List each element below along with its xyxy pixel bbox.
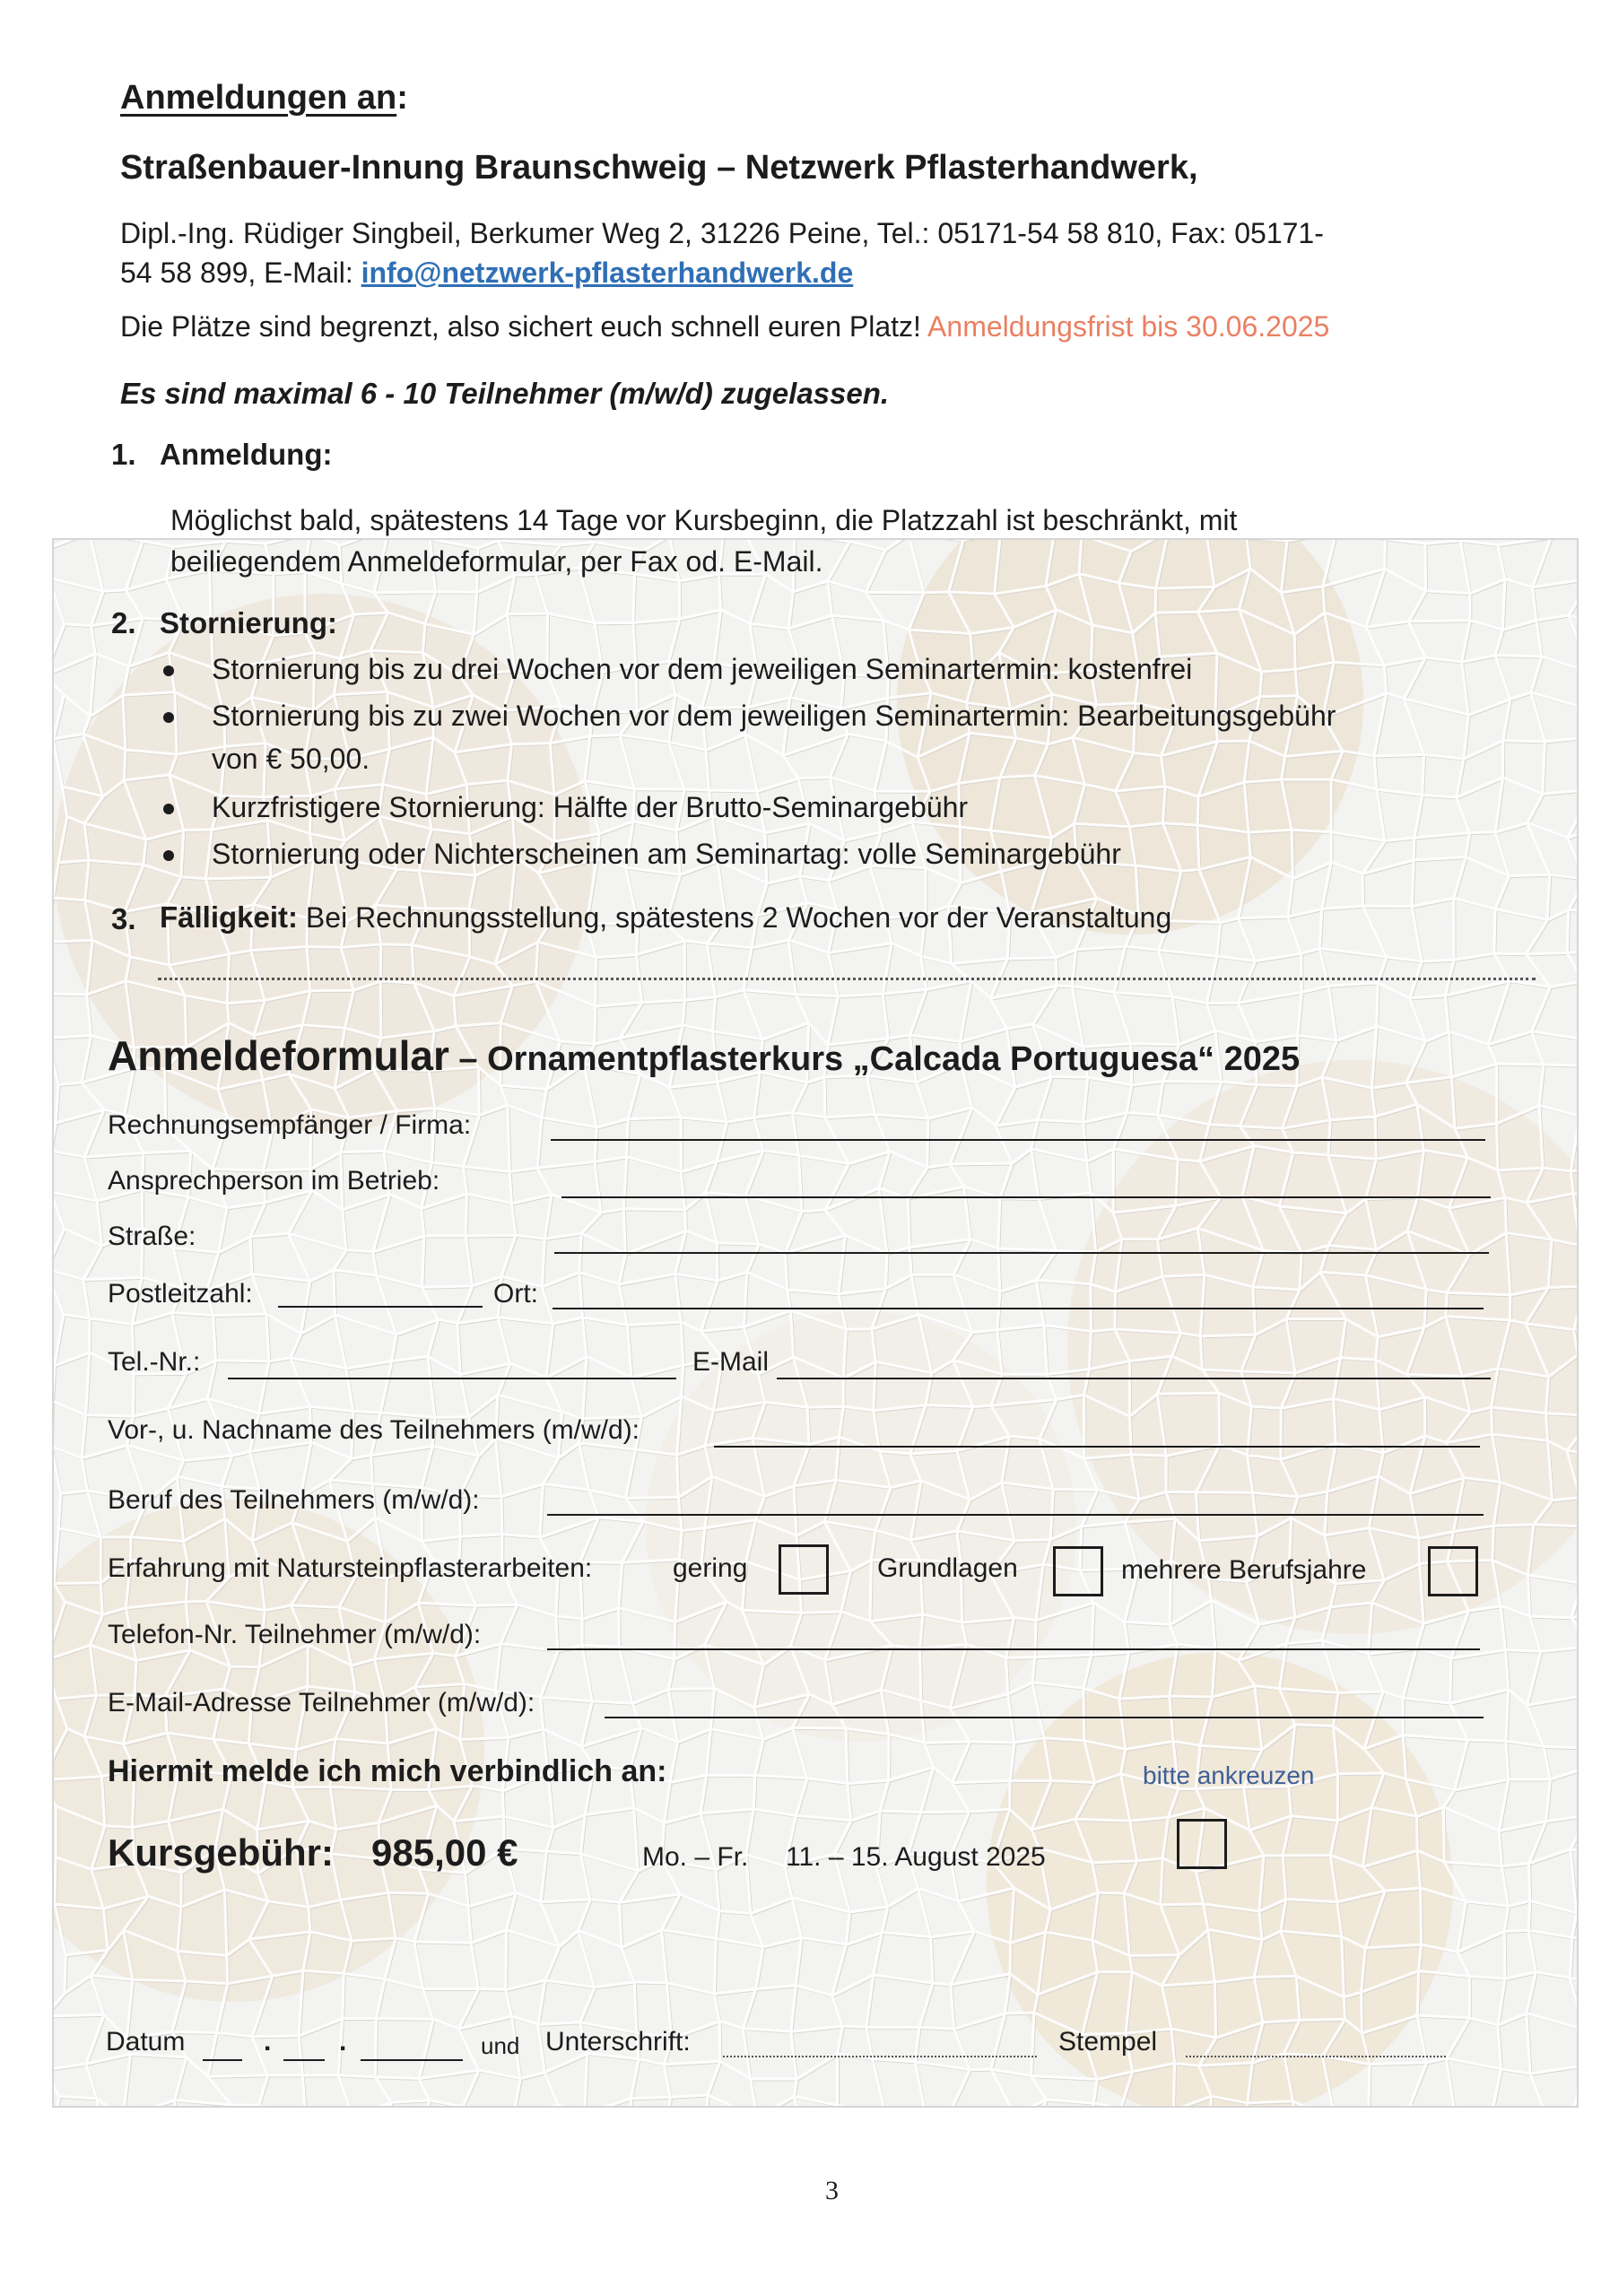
participant-name-field[interactable] — [714, 1446, 1480, 1448]
address-line-1: Dipl.-Ing. Rüdiger Singbeil, Berkumer Weg 2, 31226 Peine, Tel.: 05171-54 58 810, Fax: 05171- — [120, 217, 1324, 249]
email-link[interactable]: info@netzwerk-pflasterhandwerk.de — [361, 257, 854, 289]
date-separator-1: . — [264, 2027, 272, 2057]
street-field[interactable] — [554, 1252, 1489, 1254]
participant-phone-field[interactable] — [547, 1648, 1480, 1650]
label-street: Straße: — [108, 1222, 196, 1251]
places-notice — [120, 310, 1329, 344]
label-participant-name: Vor-, u. Nachname des Teilnehmers (m/w/d): — [108, 1415, 640, 1445]
label-phone: Tel.-Nr.: — [108, 1347, 201, 1377]
deadline-text: Anmeldungsfrist bis 30.06.2025 — [927, 310, 1330, 343]
date-separator-2: . — [339, 2027, 347, 2057]
section-2-title: Stornierung: — [160, 606, 337, 639]
page-number: 3 — [825, 2176, 839, 2205]
postal-code-field[interactable] — [278, 1306, 483, 1308]
label-stamp: Stempel — [1058, 2027, 1158, 2057]
label-option-gering: gering — [673, 1553, 748, 1583]
address-line-2 — [120, 253, 1324, 292]
stamp-field[interactable] — [1186, 2056, 1446, 2057]
section-3-number: 3. — [111, 902, 136, 935]
date-month-field[interactable] — [283, 2059, 325, 2061]
address-line-2-prefix: 54 58 899, E-Mail: — [120, 257, 361, 289]
label-participant-email: E-Mail-Adresse Teilnehmer (m/w/d): — [108, 1688, 535, 1718]
label-contact-person: Ansprechperson im Betrieb: — [108, 1166, 440, 1196]
cancellation-item-3: Kurzfristigere Stornierung: Hälfte der Brutto-Seminargebühr — [212, 791, 969, 823]
form-title-course: Ornamentpflasterkurs „Calcada Portuguesa“ 2025 — [487, 1040, 1301, 1078]
label-city: Ort: — [493, 1279, 538, 1309]
section-2-number: 2. — [111, 606, 136, 639]
section-1-text-1: Möglichst bald, spätestens 14 Tage vor Kursbeginn, die Platzzahl ist beschränkt, mit — [170, 504, 1238, 536]
label-participant-profession: Beruf des Teilnehmers (m/w/d): — [108, 1485, 480, 1515]
date-year-field[interactable] — [361, 2059, 463, 2061]
section-3-text: Bei Rechnungsstellung, spätestens 2 Wochen vor der Veranstaltung — [298, 901, 1172, 934]
participant-profession-field[interactable] — [547, 1514, 1484, 1516]
registration-heading-text: Anmeldungen an — [120, 79, 397, 117]
max-participants: Es sind maximal 6 - 10 Teilnehmer (m/w/d) zugelassen. — [120, 377, 890, 410]
places-text: Die Plätze sind begrenzt, also sichert euch schnell euren Platz! — [120, 310, 928, 343]
registration-heading — [120, 79, 408, 117]
checkbox-gering[interactable] — [779, 1544, 829, 1595]
form-title — [108, 1031, 1300, 1080]
guild-name: Straßenbauer-Innung Braunschweig – Netzwerk Pflasterhandwerk, — [120, 149, 1198, 187]
label-option-mehrere: mehrere Berufsjahre — [1121, 1555, 1367, 1585]
course-fee-amount: 985,00 € — [371, 1831, 518, 1874]
cancellation-item-2: Stornierung bis zu zwei Wochen vor dem jeweiligen Seminartermin: Bearbeitungsgebühr — [212, 700, 1336, 732]
bullet-dot — [163, 850, 174, 861]
cancellation-item-2-cont: von € 50,00. — [212, 743, 370, 775]
course-fee-label: Kursgebühr: — [108, 1831, 334, 1874]
label-date: Datum — [106, 2027, 186, 2057]
cancellation-item-1: Stornierung bis zu drei Wochen vor dem jeweiligen Seminartermin: kostenfrei — [212, 653, 1193, 685]
checkbox-course-registration[interactable] — [1177, 1819, 1227, 1869]
registration-heading-colon: : — [396, 79, 408, 117]
phone-field[interactable] — [228, 1378, 676, 1379]
contact-address — [120, 213, 1324, 292]
checkbox-mehrere-berufsjahre[interactable] — [1428, 1546, 1478, 1596]
cancellation-item-4: Stornierung oder Nichterscheinen am Seminartag: volle Seminargebühr — [212, 838, 1121, 870]
label-experience: Erfahrung mit Natursteinpflasterarbeiten: — [108, 1553, 593, 1583]
label-option-grundlagen: Grundlagen — [877, 1553, 1018, 1583]
bullet-dot — [163, 712, 174, 723]
label-billing-recipient: Rechnungsempfänger / Firma: — [108, 1110, 472, 1140]
checkbox-grundlagen[interactable] — [1053, 1546, 1103, 1596]
billing-recipient-field[interactable] — [551, 1139, 1485, 1141]
label-postal-code: Postleitzahl: — [108, 1279, 253, 1309]
section-1-number: 1. — [111, 438, 136, 471]
section-1-text-2: beiliegendem Anmeldeformular, per Fax od. E-Mail. — [170, 545, 823, 578]
city-field[interactable] — [553, 1308, 1484, 1309]
email-field[interactable] — [777, 1378, 1491, 1379]
contact-person-field[interactable] — [561, 1196, 1491, 1198]
label-participant-phone: Telefon-Nr. Teilnehmer (m/w/d): — [108, 1620, 482, 1649]
separator-dotted-line — [158, 978, 1536, 980]
form-title-main: Anmeldeformular — [108, 1032, 449, 1079]
course-dates: Mo. – Fr. 11. – 15. August 2025 — [642, 1842, 1046, 1872]
bullet-dot — [163, 804, 174, 814]
section-3-row — [160, 900, 1171, 935]
signature-field[interactable] — [723, 2056, 1037, 2057]
participant-email-field[interactable] — [605, 1717, 1484, 1718]
date-day-field[interactable] — [203, 2059, 242, 2061]
label-email: E-Mail — [692, 1347, 770, 1377]
section-1-title: Anmeldung: — [160, 438, 333, 471]
form-title-dash: – — [448, 1040, 488, 1078]
binding-registration-statement: Hiermit melde ich mich verbindlich an: — [108, 1754, 667, 1788]
please-check-hint: bitte ankreuzen — [1143, 1761, 1315, 1789]
section-3-title: Fälligkeit: — [160, 900, 299, 934]
label-and: und — [481, 2032, 520, 2059]
label-signature: Unterschrift: — [545, 2027, 691, 2057]
bullet-dot — [163, 665, 174, 676]
